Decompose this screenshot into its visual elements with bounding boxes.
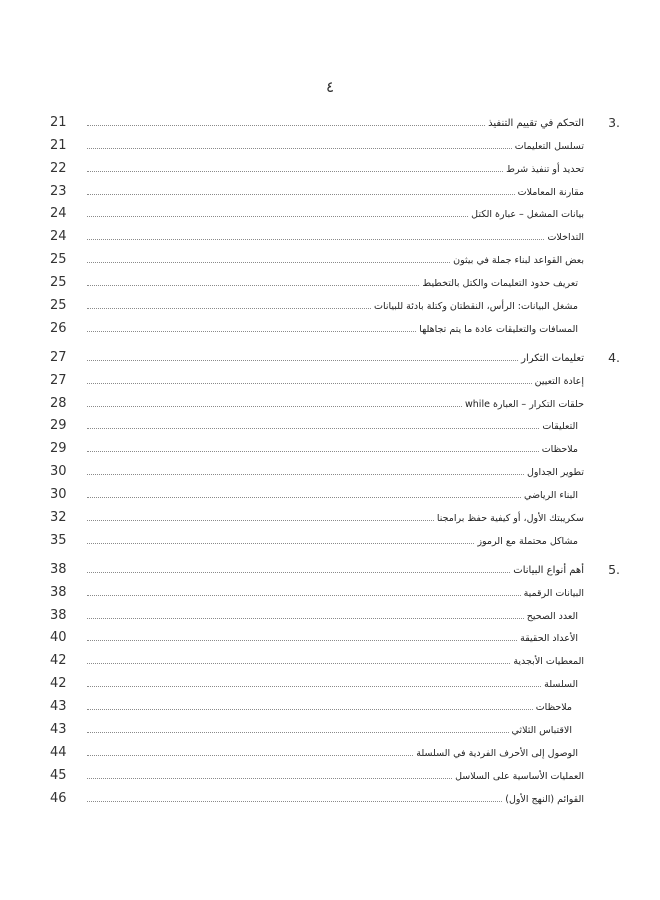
toc-entry[interactable]: [50, 694, 620, 717]
chapter-title: تعليمات التكرار: [521, 352, 584, 364]
page-ref: 44: [50, 744, 67, 760]
page-number: ٤: [325, 78, 335, 96]
entry-title: مشاكل محتملة مع الرموز: [477, 535, 578, 547]
page-ref: 21: [50, 114, 67, 130]
dot-leader: [87, 497, 521, 498]
entry-title: تسلسل التعليمات: [514, 140, 584, 152]
dot-leader: [87, 663, 510, 664]
entry-title: تحديد أو تنفيذ شرط: [506, 163, 584, 175]
page-ref: 45: [50, 767, 67, 783]
dot-leader: [87, 755, 413, 756]
chapter-number: 3.: [608, 114, 620, 130]
toc-entry[interactable]: [50, 580, 620, 603]
entry-title: البيانات الرقمية: [523, 587, 584, 599]
page-ref: 38: [50, 607, 67, 623]
dot-leader: [87, 451, 539, 452]
chapter-number: 5.: [608, 561, 620, 577]
entry-title: الوصول إلى الأحرف الفردية في السلسلة: [416, 747, 578, 759]
entry-title: مقارنة المعاملات: [517, 186, 584, 198]
dot-leader: [87, 595, 521, 596]
entry-title: التداخلات: [547, 232, 584, 244]
toc-entry[interactable]: [50, 740, 620, 763]
dot-leader: [87, 474, 524, 475]
toc-entry[interactable]: [50, 528, 620, 551]
page-ref: 38: [50, 584, 67, 600]
toc-entry[interactable]: [50, 224, 620, 247]
dot-leader: [87, 194, 515, 195]
chapter-title: أهم أنواع البيانات: [513, 564, 584, 576]
chapter-title: التحكم في تقييم التنفيذ: [488, 117, 584, 129]
page-ref: 30: [50, 464, 67, 480]
dot-leader: [87, 383, 532, 384]
entry-title: الاقتباس الثلاثي: [511, 725, 572, 737]
dot-leader: [87, 360, 518, 361]
toc-entry[interactable]: [50, 156, 620, 179]
page-ref: 25: [50, 252, 67, 268]
toc-entry[interactable]: [50, 414, 620, 437]
dot-leader: [87, 520, 434, 521]
page-ref: 28: [50, 395, 67, 411]
toc-entry[interactable]: [50, 763, 620, 786]
toc-entry[interactable]: [50, 786, 620, 809]
toc-entry[interactable]: [50, 368, 620, 391]
page-ref: 21: [50, 137, 67, 153]
dot-leader: [87, 543, 474, 544]
page-ref: 42: [50, 676, 67, 692]
page-ref: 27: [50, 372, 67, 388]
dot-leader: [87, 801, 502, 802]
dot-leader: [87, 262, 450, 263]
dot-leader: [87, 778, 452, 779]
entry-title: العدد الصحيح: [526, 610, 578, 622]
dot-leader: [87, 308, 371, 309]
entry-title: البناء الرياضي: [524, 490, 578, 502]
toc-entry[interactable]: [50, 717, 620, 740]
dot-leader: [87, 148, 512, 149]
chapter-number: 4.: [608, 349, 620, 365]
dot-leader: [87, 618, 524, 619]
toc-entry[interactable]: [50, 626, 620, 649]
entry-title: القوائم (النهج الأول): [505, 793, 584, 805]
toc-entry[interactable]: [50, 482, 620, 505]
page-ref: 25: [50, 298, 67, 314]
dot-leader: [87, 171, 503, 172]
toc-entry[interactable]: [50, 270, 620, 293]
entry-title: بعض القواعد لبناء جملة في بيثون: [453, 255, 584, 267]
page-ref: 42: [50, 653, 67, 669]
toc-entry[interactable]: [50, 316, 620, 339]
entry-title: مشغل البيانات: الرأس، النقطتان وكتلة بادئة للبيانات: [374, 301, 578, 313]
entry-title: التعليقات: [542, 421, 578, 433]
dot-leader: [87, 331, 416, 332]
entry-title: بيانات المشغل – عبارة الكتل: [471, 209, 584, 221]
page-ref: 27: [50, 349, 67, 365]
page-ref: 46: [50, 790, 67, 806]
page-ref: 29: [50, 418, 67, 434]
dot-leader: [87, 572, 510, 573]
page-ref: 23: [50, 183, 67, 199]
entry-title: المعطيات الأبجدية: [513, 656, 584, 668]
toc-entry[interactable]: [50, 293, 620, 316]
table-of-contents: [50, 110, 620, 809]
toc-entry[interactable]: [50, 179, 620, 202]
entry-title: العمليات الأساسية على السلاسل: [455, 770, 584, 782]
dot-leader: [87, 239, 544, 240]
dot-leader: [87, 732, 509, 733]
page-ref: 26: [50, 320, 67, 336]
dot-leader: [87, 686, 541, 687]
page-ref: 32: [50, 510, 67, 526]
page-ref: 29: [50, 441, 67, 457]
entry-title: سكريبتك الأول، أو كيفية حفظ برامجنا: [436, 513, 584, 525]
entry-title: المسافات والتعليقات عادة ما يتم تجاهلها: [419, 323, 578, 335]
entry-title: حلقات التكرار – العبارة while: [465, 398, 584, 410]
page-ref: 35: [50, 532, 67, 548]
page-ref: 40: [50, 630, 67, 646]
dot-leader: [87, 406, 462, 407]
entry-title: تعريف حدود التعليمات والكتل بالتخطيط: [422, 278, 578, 290]
toc-entry[interactable]: [50, 671, 620, 694]
page-ref: 22: [50, 160, 67, 176]
entry-title: ملاحظات: [541, 444, 578, 456]
entry-title: الأعداد الحقيقة: [520, 633, 578, 645]
toc-chapter-3[interactable]: [50, 110, 620, 133]
page-ref: 43: [50, 699, 67, 715]
toc-entry[interactable]: [50, 133, 620, 156]
entry-title: السلسلة: [544, 679, 578, 691]
dot-leader: [87, 216, 468, 217]
toc-entry[interactable]: [50, 459, 620, 482]
entry-title: ملاحظات: [535, 702, 572, 714]
toc-entry[interactable]: [50, 603, 620, 626]
toc-entry[interactable]: [50, 436, 620, 459]
toc-entry[interactable]: [50, 505, 620, 528]
dot-leader: [87, 428, 539, 429]
dot-leader: [87, 709, 533, 710]
entry-title: تطوير الجداول: [526, 467, 584, 479]
page-ref: 43: [50, 722, 67, 738]
toc-entry[interactable]: [50, 202, 620, 225]
page-ref: 38: [50, 561, 67, 577]
dot-leader: [87, 285, 419, 286]
dot-leader: [87, 640, 517, 641]
toc-chapter-5[interactable]: [50, 557, 620, 580]
page-ref: 24: [50, 206, 67, 222]
dot-leader: [87, 125, 485, 126]
entry-title: إعادة التعيين: [534, 375, 584, 387]
page-ref: 24: [50, 229, 67, 245]
toc-entry[interactable]: [50, 247, 620, 270]
toc-entry[interactable]: [50, 648, 620, 671]
toc-entry[interactable]: [50, 391, 620, 414]
page-ref: 25: [50, 275, 67, 291]
page-ref: 30: [50, 487, 67, 503]
toc-chapter-4[interactable]: [50, 345, 620, 368]
